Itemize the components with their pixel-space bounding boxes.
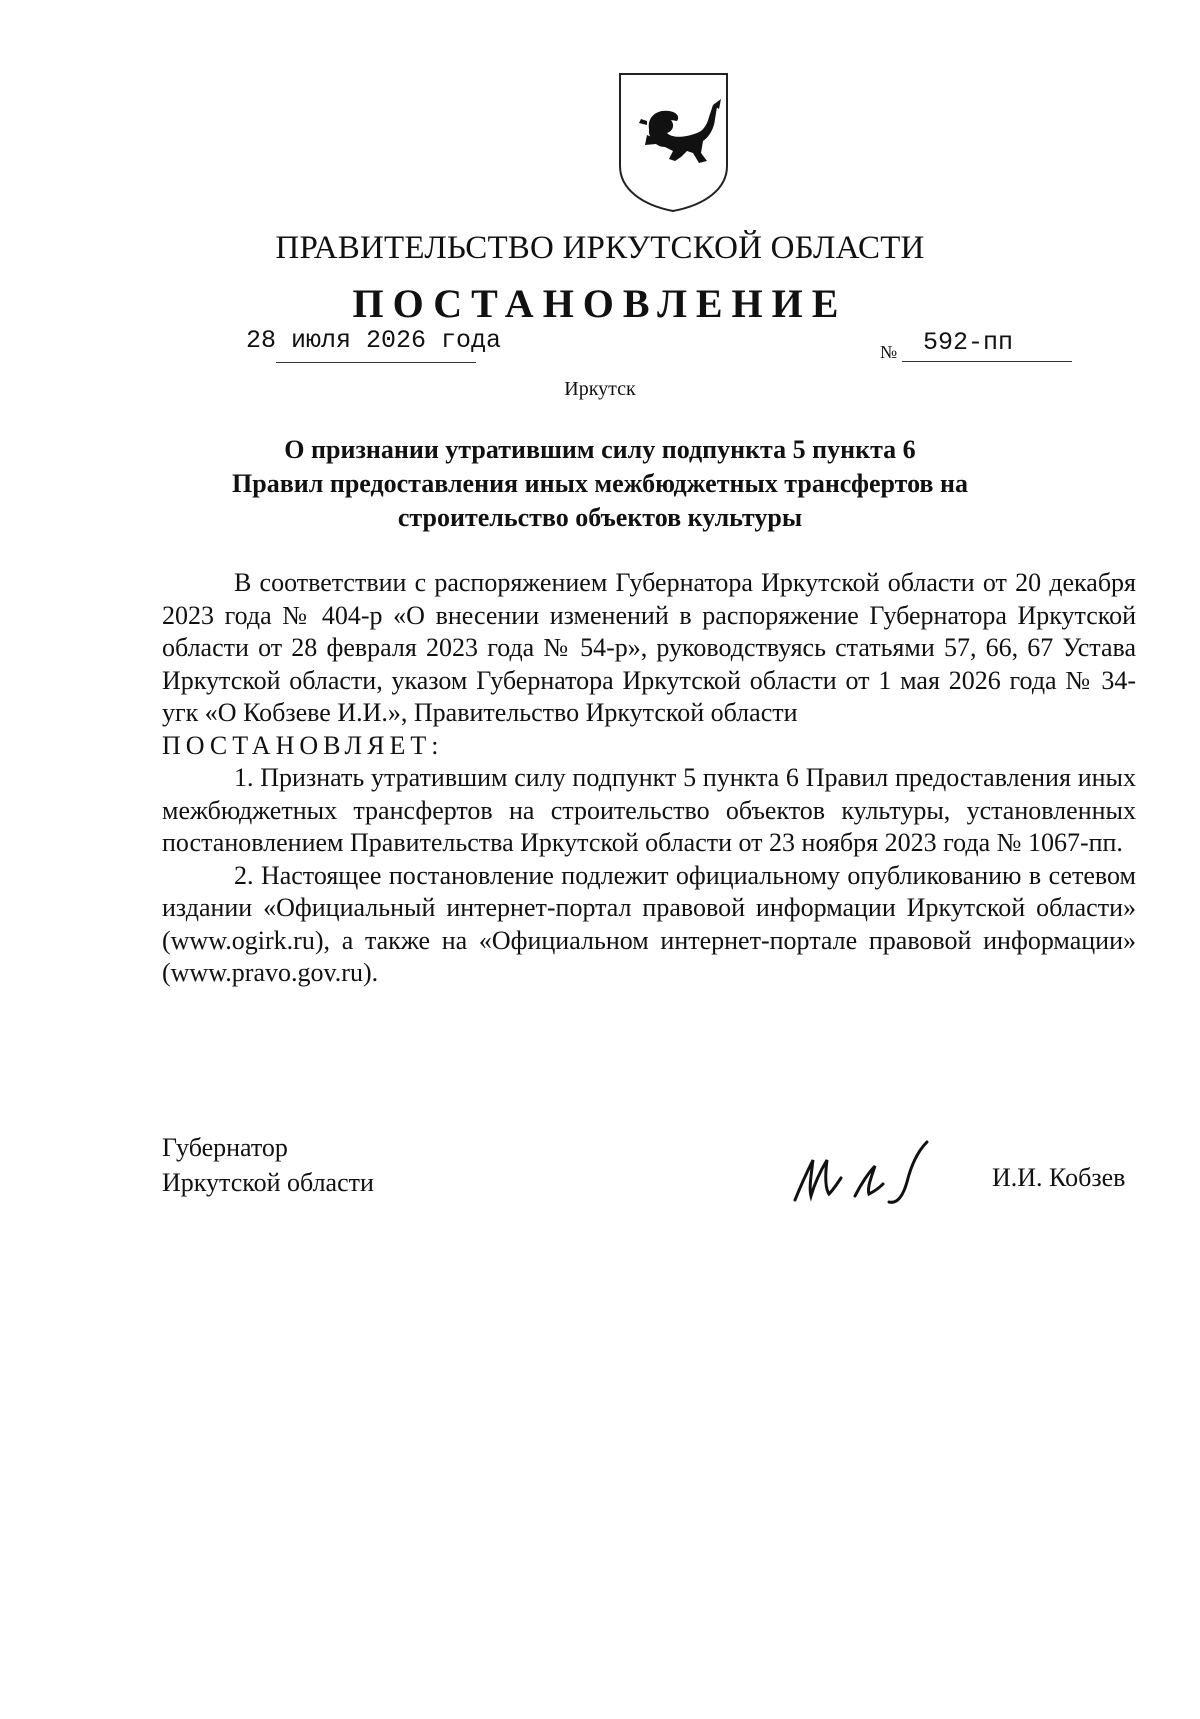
- title-line-1: О признании утратившим силу подпункта 5 пункта 6: [284, 435, 916, 464]
- city-name: Иркутск: [564, 378, 636, 400]
- preamble-paragraph: В соответствии с распоряжением Губернатора Иркутской области от 20 декабря 2023 года № 404-р «О внесении изменений в распоряжение Губернатора Иркутской области от 28 февраля 2023 года № 54-р», руководствуясь статьями 57, 66, 67 Устава Иркутской области, указом Губернатора Иркутской области от 1 мая 2026 года № 34-угк «О Кобзеве И.И.», Правительство Иркутской области: [162, 568, 1136, 727]
- document-body: [162, 567, 1136, 990]
- number-sign: №: [880, 342, 898, 362]
- item-1-paragraph: 1. Признать утратившим силу подпункт 5 пункта 6 Правил предоставления иных межбюджетных трансфертов на строительство объектов культуры, установленных постановлением Правительства Иркутской области от 23 ноября 2023 года № 1067-пп.: [162, 763, 1136, 857]
- title-line-2: Правил предоставления иных межбюджетных трансфертов на: [232, 469, 968, 498]
- signatory-name: И.И. Кобзев: [992, 1163, 1126, 1192]
- number-underline: [902, 361, 1072, 362]
- coat-of-arms-emblem: [617, 71, 730, 214]
- government-name: ПРАВИТЕЛЬСТВО ИРКУТСКОЙ ОБЛАСТИ: [275, 230, 925, 266]
- handwritten-signature: [785, 1130, 965, 1210]
- signatory-position: [162, 1130, 374, 1200]
- document-number: 592-пп: [923, 328, 1014, 357]
- resolves-heading: ПОСТАНОВЛЯЕТ:: [162, 730, 444, 760]
- item-2-paragraph: 2. Настоящее постановление подлежит официальному опубликованию в сетевом издании «Официальный интернет-портал правовой информации Иркутской области» (www.ogirk.ru), а также на «Официальном интернет-портале правовой информации» (www.pravo.gov.ru).: [162, 860, 1136, 987]
- position-line-1: Губернатор: [162, 1133, 288, 1162]
- document-type-heading: ПОСТАНОВЛЕНИЕ: [352, 281, 848, 326]
- date-underline: [276, 362, 476, 363]
- title-line-3: строительство объектов культуры: [397, 503, 803, 532]
- document-title: [200, 433, 1000, 535]
- position-line-2: Иркутской области: [162, 1168, 374, 1197]
- document-date: 28 июля 2026 года: [246, 326, 502, 355]
